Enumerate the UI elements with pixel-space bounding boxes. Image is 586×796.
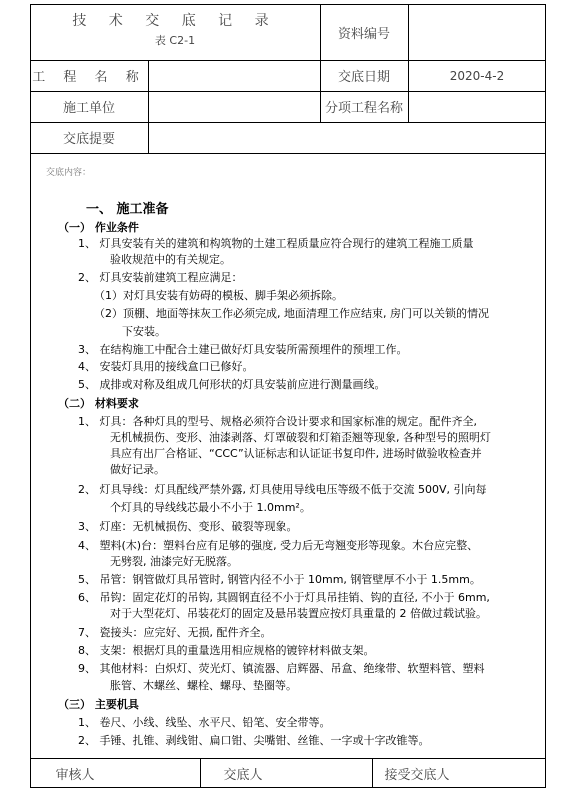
reviewer-value[interactable] (120, 758, 200, 788)
project-name-value[interactable] (148, 60, 320, 91)
receiver-label: 接受交底人 (384, 767, 450, 783)
list-item: 3、 在结构施工中配合土建已做好灯具安装所需预埋件的预埋工作。 (78, 343, 408, 356)
list-item: 9、 其他材料：白炽灯、荧光灯、镇流器、启辉器、吊盒、绝缘带、软塑料管、塑料 (78, 662, 485, 675)
list-item: 1、 灯具安装有关的建筑和构筑物的土建工程质量应符合现行的建筑工程施工质量 (78, 237, 474, 250)
reviewer-label: 审核人 (55, 767, 95, 783)
list-item: 6、 吊钩：固定花灯的吊钩, 其圆钢直径不小于灯具吊挂销、钩的直径, 不小于 6mm, (78, 591, 490, 604)
content-caption: 交底内容： (46, 168, 92, 178)
list-item: 8、 支架：根据灯具的重量选用相应规格的镀锌材料做支架。 (78, 644, 375, 657)
unit-label: 施工单位 (62, 101, 115, 116)
discloser-label: 交底人 (223, 767, 263, 783)
discloser-value[interactable] (286, 758, 372, 788)
list-item: 无劈裂, 油漆完好无脱落。 (110, 555, 238, 568)
disclosure-content (30, 154, 546, 758)
list-item: 4、 安装灯具用的接线盒口已修好。 (78, 360, 254, 373)
summary-value[interactable] (148, 122, 546, 153)
subsection-title: （一） 作业条件 (58, 221, 139, 234)
list-item: 2、 灯具安装前建筑工程应满足： (78, 271, 243, 284)
form-title-block (30, 10, 320, 48)
list-item: 7、 瓷接头：应完好、无损, 配件齐全。 (78, 626, 272, 639)
subproject-value[interactable] (408, 91, 546, 122)
doc-no-label: 资料编号 (337, 26, 390, 42)
list-item: 胀管、木螺丝、螺栓、螺母、垫圈等。 (110, 679, 297, 692)
list-item: 2、 手锤、扎锥、剥线钳、扁口钳、尖嘴钳、丝锥、一字或十字改锥等。 (78, 734, 430, 747)
list-item: 做好记录。 (110, 463, 165, 476)
date-label: 交底日期 (337, 70, 390, 85)
form-title: 技 术 交 底 记 录 (72, 13, 278, 29)
list-item: 5、 成排或对称及组成几何形状的灯具安装前应进行测量画线。 (78, 378, 386, 391)
list-item: 验收规范中的有关规定。 (110, 253, 231, 266)
unit-value[interactable] (148, 91, 320, 122)
list-item: 无机械损伤、变形、油漆剥落、灯罩破裂和灯箱歪翘等现象, 各种型号的照明灯 (110, 431, 491, 444)
list-item: 5、 吊管：钢管做灯具吊管时, 钢管内径不小于 10mm, 钢管壁厚不小于 1.5mm。 (78, 573, 481, 586)
list-item: 下安装。 (122, 325, 166, 338)
list-item: 个灯具的导线线芯最小不小于 1.0mm²。 (110, 501, 311, 514)
receiver-value[interactable] (462, 758, 546, 788)
list-item: 1、 灯具：各种灯具的型号、规格必须符合设计要求和国家标准的规定。配件齐全, (78, 415, 477, 428)
list-item: 3、 灯座：无机械损伤、变形、破裂等现象。 (78, 520, 298, 533)
date-value[interactable]: 2020-4-2 (449, 68, 505, 83)
doc-no-value[interactable] (408, 4, 546, 60)
list-item: 4、 塑料(木)台：塑料台应有足够的强度, 受力后无弯翘变形等现象。木台应完整、 (78, 539, 479, 552)
list-item: （1）对灯具安装有妨碍的模板、脚手架必须拆除。 (94, 289, 343, 302)
subsection-title: （二） 材料要求 (58, 397, 139, 410)
list-item: 对于大型花灯、吊装花灯的固定及悬吊装置应按灯具重量的 2 倍做过载试验。 (110, 607, 487, 620)
list-item: （2）顶棚、地面等抹灰工作必须完成, 地面清理工作应结束, 房门可以关锁的情况 (94, 307, 489, 320)
subproject-label: 分项工程名称 (324, 101, 403, 116)
project-name-label: 工 程 名 称 (32, 70, 146, 85)
form-number: 表 C2-1 (154, 34, 196, 47)
list-item: 1、 卷尺、小线、线坠、水平尺、铅笔、安全带等。 (78, 716, 331, 729)
section-heading: 一、 施工准备 (86, 202, 169, 217)
summary-label: 交底提要 (62, 132, 115, 147)
subsection-title: （三） 主要机具 (58, 698, 139, 711)
list-item: 具应有出厂合格证、“CCC”认证标志和认证证书复印件, 进场时做验收检查并 (110, 447, 482, 460)
list-item: 2、 灯具导线：灯具配线严禁外露, 灯具使用导线电压等级不低于交流 500V, 引向每 (78, 483, 487, 496)
